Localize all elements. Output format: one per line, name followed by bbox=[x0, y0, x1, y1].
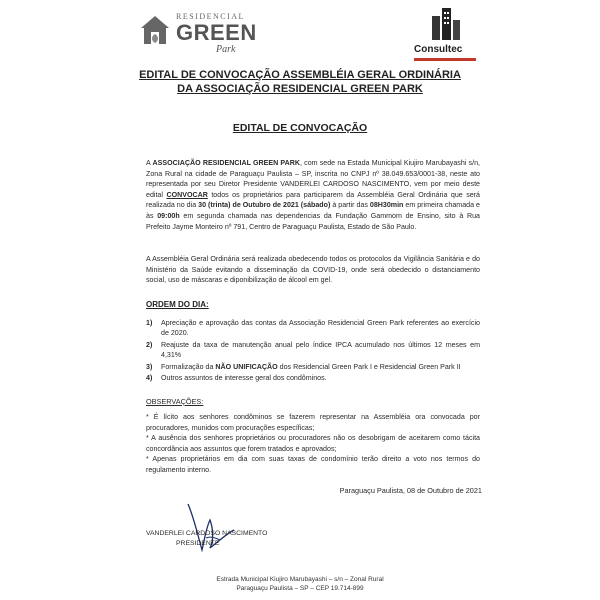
edital-subtitle: EDITAL DE CONVOCAÇÃO bbox=[232, 122, 368, 134]
handwritten-signature bbox=[180, 498, 250, 558]
footer-address-line-2: Paraguaçu Paulista – SP – CEP 19.714-899 bbox=[236, 585, 364, 592]
residencial-green-park-logo bbox=[140, 8, 257, 60]
signatory-name: VANDERLEI CARDOSO NASCIMENTO bbox=[146, 530, 268, 537]
p1-text-6: em segunda chamada nas dependencias da Fundação Gammom de Ensino, sito à Rua Prefeito Jayme Monteiro nº 791, Centro de Paraguaçu Paulista, Estado de São Paulo. bbox=[146, 211, 480, 231]
logo-consultec-text: Consultec bbox=[414, 44, 463, 55]
agenda-title: ORDEM DO DIA: bbox=[146, 300, 209, 309]
document-date: Paraguaçu Paulista, 08 de Outubro de 2021 bbox=[339, 486, 482, 495]
agenda-item bbox=[146, 373, 480, 383]
covid-protocol-paragraph: A Assembléia Geral Ordinária será realizada obedecendo todos os protocolos da Vigilância Sanitária e do Ministério da Saúde evitando a disseminação da COVID-19, onde será obedecido o distanciamento social, uso de máscaras e diponibilização de álcool em gel. bbox=[146, 255, 480, 285]
p1-first-call-time: 08H30min bbox=[369, 201, 404, 210]
p1-meeting-date: 30 (trinta) de Outubro de 2021 (sábado) bbox=[198, 201, 331, 210]
agenda-item bbox=[146, 318, 480, 339]
logo-residencial-text: RESIDENCIAL bbox=[176, 12, 245, 21]
convocation-paragraph bbox=[146, 158, 480, 232]
observation-item: * Apenas proprietários em dia com suas taxas de condomínio terão direito a voto nos termos do regulamento interno. bbox=[146, 455, 480, 474]
observations-title: OBSERVAÇÕES: bbox=[146, 397, 204, 406]
observation-item: * A ausência dos senhores proprietários ou procuradores não os desobrigam de aceitarem como tácita concordância aos assuntos que forem tratados e aprovados; bbox=[146, 434, 480, 453]
agenda-item-text: Outros assuntos de interesse geral dos condôminos. bbox=[161, 374, 327, 383]
agenda-item-number: 3) bbox=[146, 362, 153, 371]
observations-list bbox=[146, 412, 480, 476]
agenda-item bbox=[146, 362, 480, 372]
p1-second-call-time: 09:00h bbox=[157, 211, 180, 220]
document-main-title bbox=[0, 68, 600, 96]
document-footer bbox=[0, 575, 600, 593]
p1-text-2: , com sede na Estada Municipal Kiujiro Marubayashi s/n, Zona Rural na cidade de Paraguaçu Paulista – SP, inscrita no CNPJ nº 38.049.653/0001-38, neste ato representada por seu Diretor Presidente VANDERLEI CARDOSO NASCIMENTO, vem por meio deste edital bbox=[146, 159, 480, 199]
main-title-line-1: EDITAL DE CONVOCAÇÃO ASSEMBLÉIA GERAL ORDINÁRIA bbox=[139, 69, 461, 81]
p1-text-5: em primeira chamada e às bbox=[146, 201, 480, 220]
logo-accent-bar bbox=[414, 58, 476, 61]
agenda-item-number: 4) bbox=[146, 374, 153, 383]
agenda-item-emphasis: NÃO UNIFICAÇÃO bbox=[215, 362, 278, 371]
p1-text-4: à partir das bbox=[330, 201, 370, 210]
logo-green-text: GREEN bbox=[176, 20, 257, 45]
main-title-line-2: DA ASSOCIAÇÃO RESIDENCIAL GREEN PARK bbox=[177, 83, 423, 95]
observation-item: * É lícito aos senhores condôminos se fazerem representar na Assembléia ora convocada por procuradores, munidos com procurações específicas; bbox=[146, 413, 480, 432]
consultec-logo bbox=[414, 6, 476, 66]
p1-text-3: todos os proprietários para participarem da Assembléia Geral Ordinária que será realizada no dia bbox=[146, 190, 480, 210]
logo-park-text: Park bbox=[216, 44, 236, 55]
footer-address-line-1: Estrada Municipal Kiujiro Marubayashi – s/n – Zonal Rural bbox=[216, 576, 384, 583]
buildings-icon bbox=[428, 6, 464, 40]
signatory-role: PRESIDENTE bbox=[176, 540, 220, 547]
agenda-item bbox=[146, 340, 480, 361]
agenda-item-text: dos Residencial Green Park I e Residencial Green Park II bbox=[277, 362, 461, 371]
agenda-item-text: Apreciação e aprovação das contas da Associação Residencial Green Park referentes ao exercício de 2020. bbox=[161, 319, 480, 338]
agenda-item-number: 1) bbox=[146, 319, 153, 327]
house-icon bbox=[140, 14, 170, 46]
p1-association-name: ASSOCIAÇÃO RESIDENCIAL GREEN PARK bbox=[152, 159, 300, 167]
agenda-list bbox=[146, 318, 480, 384]
agenda-item-number: 2) bbox=[146, 340, 153, 349]
p1-convocar: CONVOCAR bbox=[166, 190, 208, 199]
agenda-item-text: Reajuste da taxa de manutenção anual pelo índice IPCA acumulado nos últimos 12 meses em 4,31% bbox=[161, 340, 480, 360]
p1-text-1: A bbox=[146, 159, 153, 167]
agenda-item-text: Formalização da bbox=[161, 362, 216, 371]
